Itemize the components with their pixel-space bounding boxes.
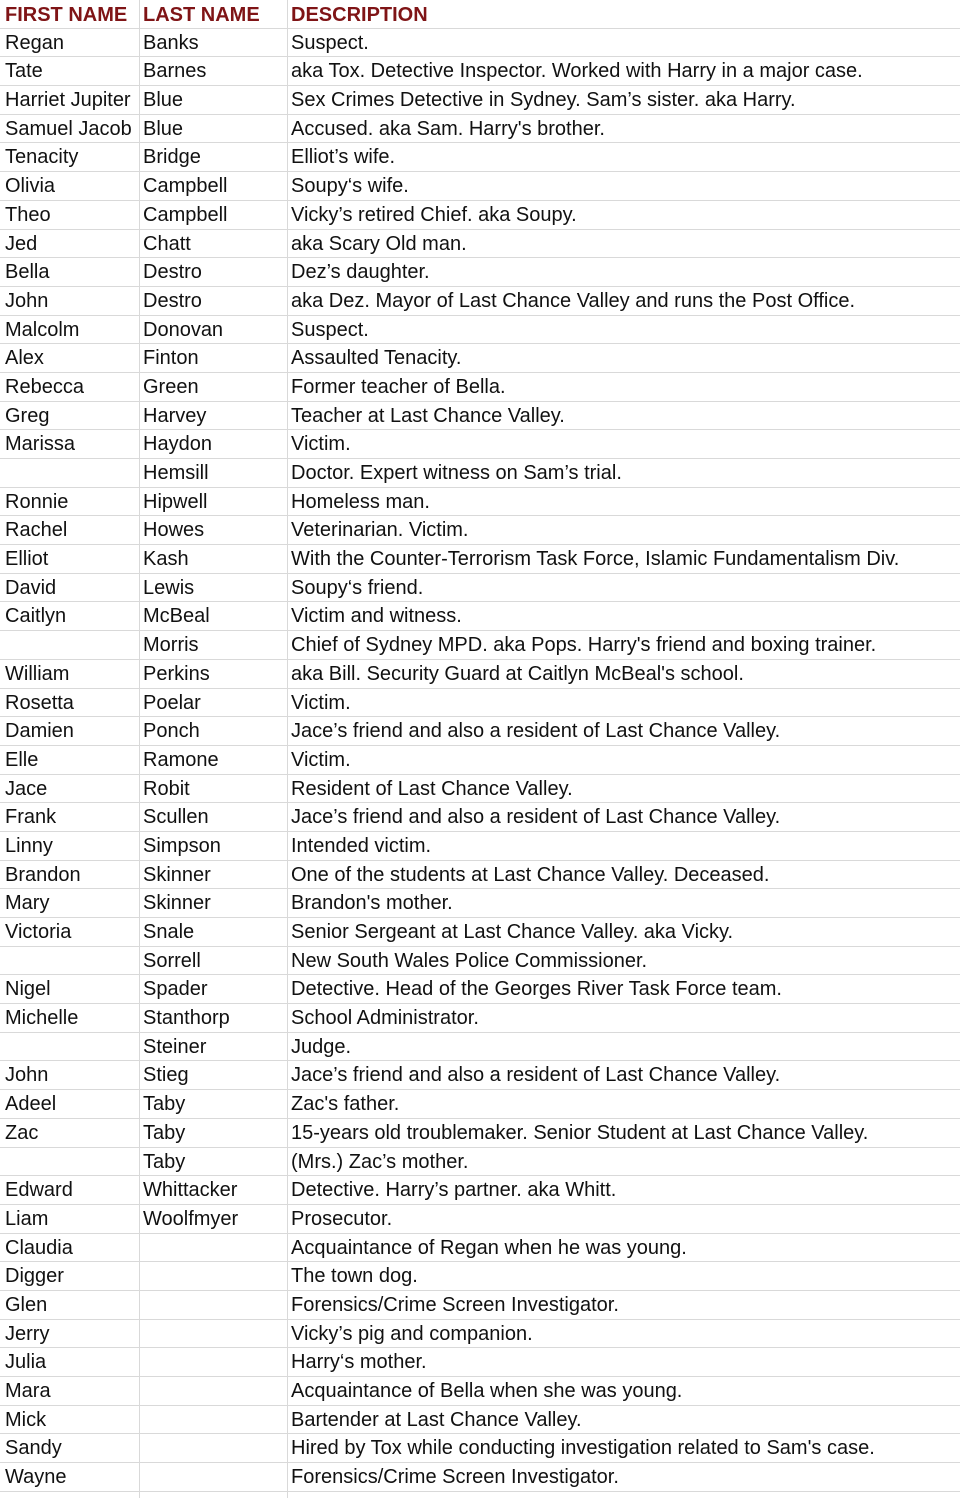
description-cell: Intended victim. xyxy=(291,834,432,857)
first-name-cell: John xyxy=(5,1064,49,1087)
last-name-cell xyxy=(143,1291,285,1319)
header-description: DESCRIPTION xyxy=(291,4,428,26)
first-name-cell: David xyxy=(5,576,57,599)
last-name-cell: Green xyxy=(143,375,199,398)
first-name-cell: Elliot xyxy=(5,548,49,571)
description-cell: With the Counter-Terrorism Task Force, Islamic Fundamentalism Div. xyxy=(291,548,900,571)
first-name-cell: Alex xyxy=(5,347,44,370)
description-cell: One of the students at Last Chance Valley. Deceased. xyxy=(291,863,770,886)
table-row xyxy=(0,717,960,746)
first-name-cell: Caitlyn xyxy=(5,605,67,628)
last-name-cell: Skinner xyxy=(143,892,211,915)
last-name-cell: Taby xyxy=(143,1121,186,1144)
description-cell: Doctor. Expert witness on Sam’s trial. xyxy=(291,462,622,484)
last-name-cell: Steiner xyxy=(143,1035,207,1058)
description-cell: Sex Crimes Detective in Sydney. Sam’s sister. aka Harry. xyxy=(291,89,796,112)
last-name-cell: McBeal xyxy=(143,605,210,628)
description-cell: 15-years old troublemaker. Senior Student at Last Chance Valley. xyxy=(291,1121,869,1144)
first-name-cell: Jerry xyxy=(5,1322,50,1345)
last-name-cell: Kash xyxy=(143,548,189,571)
last-name-cell xyxy=(143,1234,285,1262)
description-cell: Jace’s friend and also a resident of Last Chance Valley. xyxy=(291,720,781,743)
last-name-cell: Ponch xyxy=(143,720,200,743)
first-name-cell: Malcolm xyxy=(5,318,80,341)
table-row xyxy=(0,1234,960,1263)
first-name-cell: Michelle xyxy=(5,1007,79,1030)
table-row xyxy=(0,975,960,1004)
last-name-cell: Lewis xyxy=(143,576,195,599)
table-row xyxy=(0,1262,960,1291)
last-name-cell: Spader xyxy=(143,978,208,1001)
description-cell: Accused. aka Sam. Harry's brother. xyxy=(291,117,605,140)
description-cell: Harry‘s mother. xyxy=(291,1351,427,1374)
table-row xyxy=(0,344,960,373)
first-name-cell: Jed xyxy=(5,232,38,255)
description-cell: Jace’s friend and also a resident of Last Chance Valley. xyxy=(291,1064,781,1087)
last-name-cell: Snale xyxy=(143,921,195,943)
last-name-cell: Taby xyxy=(143,1093,186,1116)
first-name-cell xyxy=(5,947,137,975)
table-row xyxy=(0,689,960,718)
first-name-cell xyxy=(5,1148,137,1176)
table-row xyxy=(0,660,960,689)
last-name-cell: Ramone xyxy=(143,748,219,771)
last-name-cell: Banks xyxy=(143,31,199,54)
header-last-name: LAST NAME xyxy=(143,4,260,26)
description-cell: Chief of Sydney MPD. aka Pops. Harry's friend and boxing trainer. xyxy=(291,634,877,657)
first-name-cell: Ronnie xyxy=(5,490,69,513)
description-cell: Jace’s friend and also a resident of Last Chance Valley. xyxy=(291,806,781,829)
last-name-cell: Taby xyxy=(143,1150,186,1173)
description-cell: Vicky’s retired Chief. aka Soupy. xyxy=(291,203,577,226)
first-name-cell xyxy=(5,459,137,487)
description-cell: aka Bill. Security Guard at Caitlyn McBeal's school. xyxy=(291,662,744,685)
description-cell: Detective. Head of the Georges River Task Force team. xyxy=(291,978,782,1001)
table-row xyxy=(0,1377,960,1406)
table-row xyxy=(0,1119,960,1148)
last-name-cell: Destro xyxy=(143,261,202,284)
description-cell: Acquaintance of Bella when she was young. xyxy=(291,1380,683,1402)
table-row xyxy=(0,574,960,603)
description-cell: Brandon's mother. xyxy=(291,892,453,915)
table-row xyxy=(0,1434,960,1463)
first-name-cell: Digger xyxy=(5,1265,64,1288)
last-name-cell: Whittacker xyxy=(143,1179,238,1202)
table-row xyxy=(0,201,960,230)
description-cell: Soupy‘s wife. xyxy=(291,175,409,198)
first-name-cell: Tate xyxy=(5,60,43,83)
table-row xyxy=(0,803,960,832)
first-name-cell: Nigel xyxy=(5,978,51,1001)
table-row xyxy=(0,1033,960,1062)
first-name-cell: William xyxy=(5,662,70,685)
last-name-cell xyxy=(143,1348,285,1376)
description-cell: Forensics/Crime Screen Investigator. xyxy=(291,1466,619,1489)
first-name-cell: Olivia xyxy=(5,175,56,198)
table-row xyxy=(0,545,960,574)
description-cell: Homeless man. xyxy=(291,490,430,513)
first-name-cell: Bella xyxy=(5,261,50,284)
table-row xyxy=(0,258,960,287)
first-name-cell: Samuel Jacob xyxy=(5,117,132,140)
table-row xyxy=(0,918,960,947)
table-row xyxy=(0,143,960,172)
first-name-cell: Marissa xyxy=(5,433,76,456)
last-name-cell xyxy=(143,1320,285,1348)
first-name-cell: Theo xyxy=(5,203,51,226)
table-row xyxy=(0,889,960,918)
last-name-cell: Campbell xyxy=(143,175,228,198)
first-name-cell: Mick xyxy=(5,1408,47,1431)
first-name-cell: Rebecca xyxy=(5,375,84,398)
table-row xyxy=(0,516,960,545)
first-name-cell: Damien xyxy=(5,720,74,743)
last-name-cell: Campbell xyxy=(143,203,228,226)
last-name-cell: Perkins xyxy=(143,662,210,685)
first-name-cell: Harriet Jupiter xyxy=(5,89,131,112)
description-cell: Victim and witness. xyxy=(291,605,462,628)
description-cell: aka Scary Old man. xyxy=(291,232,467,255)
last-name-cell: Donovan xyxy=(143,318,224,341)
description-cell: Former teacher of Bella. xyxy=(291,375,506,398)
description-cell: Hired by Tox while conducting investigation related to Sam's case. xyxy=(291,1437,875,1460)
first-name-cell: Liam xyxy=(5,1207,49,1230)
first-name-cell: Wayne xyxy=(5,1466,67,1489)
table-row xyxy=(0,861,960,890)
table-row xyxy=(0,402,960,431)
description-cell: Judge. xyxy=(291,1035,352,1058)
table-row xyxy=(0,1348,960,1377)
last-name-cell: Bridge xyxy=(143,146,201,169)
description-cell: Vicky’s pig and companion. xyxy=(291,1322,533,1345)
description-cell: Prosecutor. xyxy=(291,1207,393,1230)
table-row xyxy=(0,1320,960,1349)
description-cell: Assaulted Tenacity. xyxy=(291,347,462,370)
table-row xyxy=(0,1406,960,1435)
first-name-cell: Claudia xyxy=(5,1236,73,1259)
first-name-cell: Frank xyxy=(5,806,57,829)
table-row xyxy=(0,1205,960,1234)
last-name-cell: Robit xyxy=(143,777,190,800)
description-cell: Teacher at Last Chance Valley. xyxy=(291,404,565,427)
last-name-cell xyxy=(143,1377,285,1405)
table-row xyxy=(0,832,960,861)
last-name-cell: Scullen xyxy=(143,806,209,829)
first-name-cell: Elle xyxy=(5,748,39,771)
first-name-cell: Regan xyxy=(5,31,64,54)
description-cell: Detective. Harry’s partner. aka Whitt. xyxy=(291,1179,617,1202)
first-name-cell: Sandy xyxy=(5,1437,62,1460)
first-name-cell: Adeel xyxy=(5,1093,57,1116)
first-name-cell: Glen xyxy=(5,1293,48,1316)
first-name-cell: Rachel xyxy=(5,519,68,542)
table-row xyxy=(0,1463,960,1492)
table-row xyxy=(0,1090,960,1119)
last-name-cell xyxy=(143,1262,285,1290)
last-name-cell: Poelar xyxy=(143,691,201,714)
table-body xyxy=(0,29,960,1492)
description-cell: School Administrator. xyxy=(291,1007,479,1030)
first-name-cell xyxy=(5,1033,137,1061)
table-row xyxy=(0,373,960,402)
last-name-cell: Barnes xyxy=(143,60,207,83)
description-cell: The town dog. xyxy=(291,1265,418,1288)
table-row xyxy=(0,459,960,488)
table-row xyxy=(0,1004,960,1033)
first-name-cell: Greg xyxy=(5,404,50,427)
table-row xyxy=(0,746,960,775)
description-cell: Dez’s daughter. xyxy=(291,261,430,284)
table-row xyxy=(0,287,960,316)
description-cell: Zac's father. xyxy=(291,1093,400,1116)
last-name-cell: Finton xyxy=(143,347,199,370)
description-cell: Acquaintance of Regan when he was young. xyxy=(291,1236,687,1259)
table-row xyxy=(0,631,960,660)
description-cell: Victim. xyxy=(291,748,351,771)
table-row xyxy=(0,1291,960,1320)
table-row xyxy=(0,172,960,201)
table-row xyxy=(0,775,960,804)
description-cell: Resident of Last Chance Valley. xyxy=(291,777,573,800)
last-name-cell: Haydon xyxy=(143,433,212,456)
first-name-cell: Edward xyxy=(5,1179,73,1202)
table-row xyxy=(0,29,960,58)
table-row xyxy=(0,947,960,976)
last-name-cell: Skinner xyxy=(143,863,211,886)
description-cell: Suspect. xyxy=(291,31,369,54)
first-name-cell: Mara xyxy=(5,1380,51,1402)
last-name-cell xyxy=(143,1434,285,1462)
first-name-cell: Linny xyxy=(5,834,53,857)
description-cell: Elliot’s wife. xyxy=(291,146,396,169)
description-cell: Victim. xyxy=(291,691,351,714)
table-row xyxy=(0,115,960,144)
table-row xyxy=(0,230,960,259)
first-name-cell: Tenacity xyxy=(5,146,79,169)
first-name-cell: Mary xyxy=(5,892,50,915)
first-name-cell: Brandon xyxy=(5,863,81,886)
last-name-cell: Blue xyxy=(143,117,184,140)
first-name-cell: John xyxy=(5,289,49,312)
table-row xyxy=(0,602,960,631)
last-name-cell: Blue xyxy=(143,89,184,112)
description-cell: Bartender at Last Chance Valley. xyxy=(291,1408,582,1431)
description-cell: Forensics/Crime Screen Investigator. xyxy=(291,1293,619,1316)
last-name-cell: Sorrell xyxy=(143,949,201,972)
table-row xyxy=(0,316,960,345)
description-cell: Suspect. xyxy=(291,318,369,341)
last-name-cell: Chatt xyxy=(143,232,191,255)
table-row xyxy=(0,57,960,86)
last-name-cell xyxy=(143,1463,285,1491)
first-name-cell: Zac xyxy=(5,1121,39,1144)
first-name-cell: Victoria xyxy=(5,921,72,943)
last-name-cell: Stieg xyxy=(143,1064,189,1087)
table-row xyxy=(0,488,960,517)
description-cell: Senior Sergeant at Last Chance Valley. aka Vicky. xyxy=(291,921,734,943)
last-name-cell: Hipwell xyxy=(143,490,208,513)
table-row xyxy=(0,1061,960,1090)
table-row xyxy=(0,430,960,459)
last-name-cell: Stanthorp xyxy=(143,1007,230,1030)
last-name-cell: Harvey xyxy=(143,404,207,427)
first-name-cell: Julia xyxy=(5,1351,47,1374)
last-name-cell: Howes xyxy=(143,519,205,542)
last-name-cell: Morris xyxy=(143,634,199,657)
last-name-cell: Hemsill xyxy=(143,462,209,484)
last-name-cell: Simpson xyxy=(143,834,221,857)
description-cell: New South Wales Police Commissioner. xyxy=(291,949,648,972)
description-cell: Veterinarian. Victim. xyxy=(291,519,469,542)
first-name-cell: Jace xyxy=(5,777,48,800)
first-name-cell xyxy=(5,631,137,659)
description-cell: aka Tox. Detective Inspector. Worked with Harry in a major case. xyxy=(291,60,863,83)
header-first-name: FIRST NAME xyxy=(5,4,128,26)
first-name-cell: Rosetta xyxy=(5,691,74,714)
last-name-cell: Destro xyxy=(143,289,202,312)
description-cell: (Mrs.) Zac’s mother. xyxy=(291,1150,469,1173)
table-row xyxy=(0,1148,960,1177)
description-cell: Soupy‘s friend. xyxy=(291,576,424,599)
description-cell: Victim. xyxy=(291,433,351,456)
table-header-row xyxy=(0,0,960,29)
last-name-cell xyxy=(143,1406,285,1434)
table-row xyxy=(0,86,960,115)
description-cell: aka Dez. Mayor of Last Chance Valley and runs the Post Office. xyxy=(291,289,855,312)
last-name-cell: Woolfmyer xyxy=(143,1207,239,1230)
table-row xyxy=(0,1176,960,1205)
